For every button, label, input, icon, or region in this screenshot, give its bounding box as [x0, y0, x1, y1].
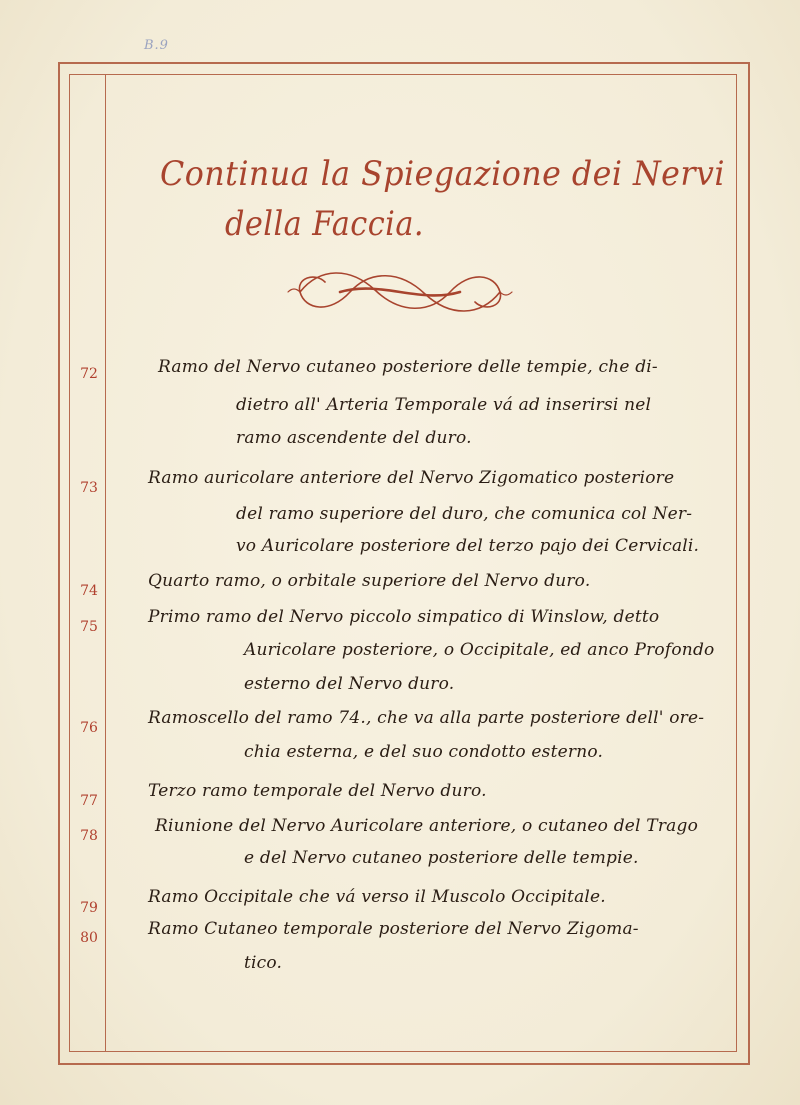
entry-number: 78	[80, 828, 98, 844]
entry-text-line: Ramo del Nervo cutaneo posteriore delle tempie, che di-	[158, 357, 658, 377]
entry-number: 77	[80, 793, 98, 809]
entry-text-line: Ramoscello del ramo 74., che va alla parte posteriore dell' ore-	[148, 708, 705, 728]
page-title-line-1: Continua la Spiegazione dei Nervi	[160, 154, 725, 194]
entry-text-line: Ramo Cutaneo temporale posteriore del Nervo Zigoma-	[148, 919, 639, 939]
entry-number: 73	[80, 480, 98, 496]
entry-text-line: Riunione del Nervo Auricolare anteriore, o cutaneo del Trago	[155, 816, 699, 836]
entry-text-line: e del Nervo cutaneo posteriore delle tempie.	[244, 848, 639, 868]
folio-mark: B.9	[144, 38, 169, 53]
entry-text-line: Primo ramo del Nervo piccolo simpatico di Winslow, detto	[148, 607, 660, 627]
entry-text-line: del ramo superiore del duro, che comunica col Ner-	[236, 504, 693, 524]
entry-number: 75	[80, 619, 98, 635]
entry-number: 79	[80, 900, 98, 916]
entry-text-line: ramo ascendente del duro.	[236, 428, 472, 448]
ornamental-flourish-icon	[280, 262, 520, 322]
entry-number: 76	[80, 720, 98, 736]
entry-text-line: chia esterna, e del suo condotto esterno.	[244, 742, 604, 762]
entry-text-line: esterno del Nervo duro.	[244, 674, 455, 694]
entry-text-line: Ramo Occipitale che vá verso il Muscolo Occipitale.	[148, 887, 606, 907]
entry-text-line: Auricolare posteriore, o Occipitale, ed anco Profondo	[244, 640, 715, 660]
entry-text-line: dietro all' Arteria Temporale vá ad inserirsi nel	[236, 395, 652, 415]
entry-number: 80	[80, 930, 98, 946]
entry-text-line: Quarto ramo, o orbitale superiore del Nervo duro.	[148, 571, 591, 591]
page-title-line-2: della Faccia.	[225, 204, 424, 244]
entry-number: 74	[80, 583, 98, 599]
entry-text-line: Terzo ramo temporale del Nervo duro.	[148, 781, 487, 801]
entry-number: 72	[80, 366, 98, 382]
entry-text-line: Ramo auricolare anteriore del Nervo Zigomatico posteriore	[148, 468, 675, 488]
entry-text-line: tico.	[244, 953, 283, 973]
entry-text-line: vo Auricolare posteriore del terzo pajo dei Cervicali.	[236, 536, 700, 556]
margin-rule	[105, 74, 106, 1052]
